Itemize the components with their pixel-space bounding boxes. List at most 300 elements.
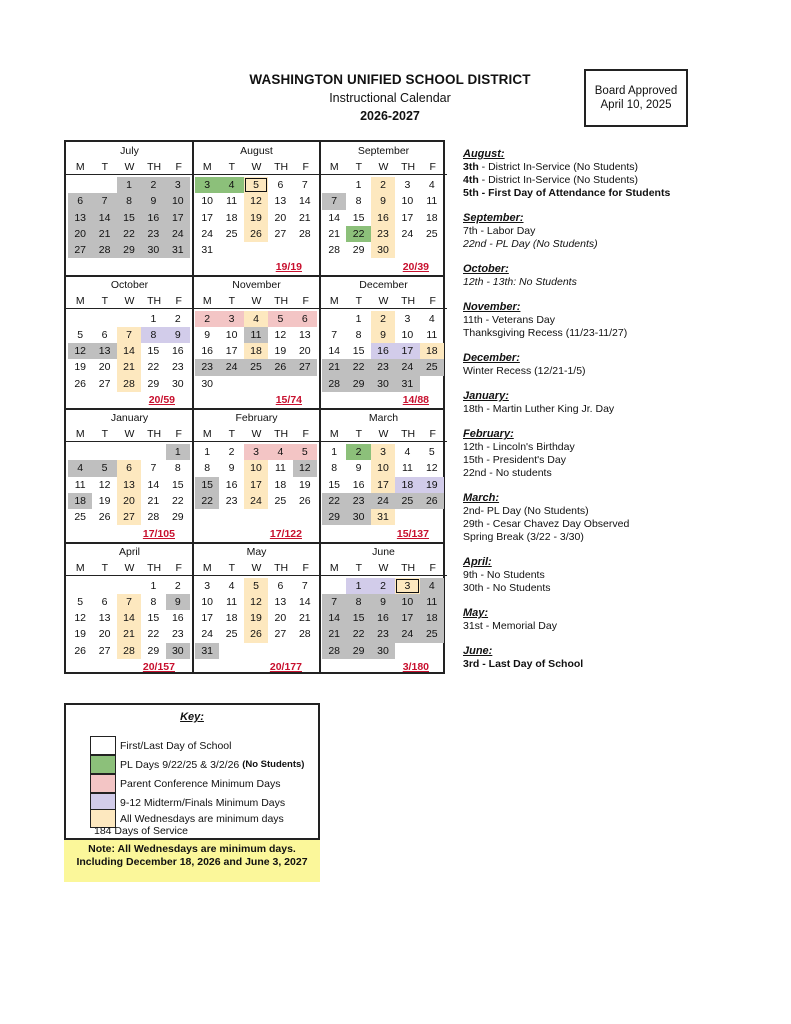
day-cell: 15 (352, 345, 365, 358)
approved-date: April 10, 2025 (600, 99, 672, 111)
day-cell: 28 (298, 628, 311, 641)
day-cell: 10 (166, 193, 190, 209)
day-cell: 6 (277, 579, 284, 592)
day-cell: 20 (298, 345, 311, 358)
day-cell: 10 (244, 460, 268, 476)
day-cell: 3 (244, 444, 268, 460)
day-cell: 29 (346, 376, 370, 392)
month-june (320, 543, 447, 677)
day-cell: 30 (201, 377, 214, 390)
day-cell (92, 311, 116, 327)
weekday-label: F (429, 294, 436, 307)
weekday-label: W (251, 294, 262, 307)
day-cell: 25 (395, 493, 419, 509)
day-cell: 31 (371, 509, 395, 525)
weekday-label: M (202, 161, 212, 173)
legend-key (64, 703, 320, 840)
month-name: November (232, 278, 281, 291)
weekday-label: W (251, 161, 262, 173)
row-divider (66, 275, 443, 277)
weekday-label: F (175, 561, 182, 574)
day-cell: 14 (147, 478, 160, 491)
day-cell: 18 (225, 612, 238, 625)
month-january (66, 409, 193, 543)
month-july (66, 142, 193, 276)
day-cell: 10 (401, 328, 414, 341)
day-cell: 28 (298, 227, 311, 240)
note-heading: June: (463, 645, 493, 657)
weekday-label: F (175, 294, 182, 307)
day-grid (322, 311, 444, 392)
day-cell: 1 (355, 312, 362, 325)
day-cell: 25 (225, 227, 238, 240)
day-cell: 12 (293, 460, 317, 476)
day-cell: 14 (92, 210, 116, 226)
day-cell: 9 (166, 594, 190, 610)
day-cell: 21 (117, 626, 141, 642)
note-line: 29th - Cesar Chavez Day Observed (463, 518, 630, 530)
day-cell: 3 (195, 177, 219, 193)
month-name: July (120, 145, 139, 157)
day-cell: 6 (101, 595, 108, 608)
day-cell: 3 (404, 179, 411, 191)
day-cell: 26 (244, 226, 268, 242)
weekday-label: TH (274, 161, 289, 173)
day-cell: 13 (92, 343, 116, 359)
day-cell: 18 (420, 343, 444, 359)
note-line: 31st - Memorial Day (463, 620, 557, 632)
month-november (193, 276, 320, 410)
swatch-green (90, 755, 116, 774)
day-cell: 15 (147, 345, 160, 358)
day-count: 15/74 (275, 394, 302, 406)
day-cell: 26 (298, 494, 311, 507)
day-cell: 2 (346, 444, 370, 460)
weekday-label: T (101, 561, 109, 574)
month-name: February (235, 412, 278, 424)
note-group (463, 148, 783, 200)
day-cell: 26 (268, 359, 292, 375)
day-cell: 7 (301, 179, 308, 191)
day-cell: 13 (274, 195, 287, 208)
day-grid (322, 578, 444, 659)
row-divider (66, 542, 443, 544)
day-cell: 18 (420, 610, 444, 626)
day-cell: 3 (219, 311, 243, 327)
day-cell: 9 (355, 462, 362, 475)
weekday-label: M (329, 161, 339, 173)
month-september (320, 142, 447, 276)
day-cell: 16 (171, 612, 184, 625)
day-cell: 24 (401, 227, 414, 240)
month-october (66, 276, 193, 410)
day-cell: 15 (171, 478, 184, 491)
weekday-label: M (329, 294, 339, 307)
weekday-label: W (124, 161, 135, 173)
weekday-label: M (75, 428, 85, 440)
day-cell: 28 (147, 511, 160, 524)
day-cell: 29 (346, 643, 370, 659)
weekday-label: F (429, 161, 436, 173)
day-cell: 1 (346, 578, 370, 594)
day-cell: 27 (98, 644, 111, 657)
day-cell (92, 177, 116, 193)
weekday-label: T (228, 428, 236, 440)
weekday-label: F (429, 428, 436, 440)
day-cell: 24 (166, 226, 190, 242)
day-cell: 25 (74, 511, 87, 524)
day-count: 17/122 (269, 527, 302, 540)
day-cell: 31 (166, 242, 190, 258)
day-cell: 28 (117, 376, 141, 392)
day-cell: 17 (201, 612, 214, 625)
month-name: January (110, 412, 149, 424)
day-cell: 18 (68, 493, 92, 509)
note-line: 22nd - PL Day (No Students) (463, 238, 598, 250)
day-count: 15/137 (396, 527, 429, 540)
note-line: 4th - District In-Service (No Students) (463, 174, 639, 186)
day-cell (68, 444, 92, 460)
weekday-label: T (101, 161, 109, 173)
weekday-label: M (202, 294, 212, 307)
weekday-label: F (302, 161, 309, 173)
day-cell: 30 (166, 643, 190, 659)
day-cell: 2 (371, 311, 395, 327)
day-cell: 16 (371, 610, 395, 626)
day-cell: 4 (228, 579, 235, 592)
day-cell: 17 (225, 345, 238, 358)
day-cell: 9 (204, 328, 211, 341)
day-cell: 10 (371, 460, 395, 476)
day-cell: 18 (425, 211, 438, 224)
note-line: 3th - District In-Service (No Students) (463, 161, 639, 173)
day-cell: 11 (401, 462, 413, 475)
day-cell: 17 (371, 477, 395, 493)
day-cell: 25 (420, 359, 444, 375)
weekday-label: T (101, 294, 109, 307)
day-cell: 5 (428, 446, 435, 458)
day-cell: 8 (204, 462, 211, 475)
day-cell: 21 (147, 494, 160, 507)
day-count: 17/105 (142, 527, 175, 540)
day-cell: 22 (147, 361, 160, 374)
day-cell: 31 (395, 376, 419, 392)
key-first-last (90, 736, 231, 755)
day-grid (195, 311, 317, 392)
day-cell: 29 (171, 511, 184, 524)
month-name: October (110, 278, 149, 291)
day-grid (195, 444, 317, 509)
day-cell: 18 (395, 477, 419, 493)
day-cell: 2 (174, 579, 181, 592)
day-cell: 8 (355, 195, 362, 208)
day-cell: 7 (322, 193, 346, 209)
day-cell: 26 (74, 377, 87, 390)
day-cell: 23 (371, 626, 395, 642)
day-cell: 18 (225, 211, 238, 224)
day-cell: 21 (322, 359, 346, 375)
day-cell: 15 (195, 477, 219, 493)
day-grid (322, 177, 444, 258)
day-cell: 5 (268, 311, 292, 327)
weekday-label: F (175, 428, 182, 440)
note-line: 5th - First Day of Attendance for Students (463, 187, 671, 199)
note-heading: August: (463, 148, 505, 160)
weekday-label: W (378, 428, 389, 440)
day-cell: 21 (92, 226, 116, 242)
day-cell: 22 (195, 493, 219, 509)
day-cell: 29 (352, 244, 365, 257)
day-cell: 20 (117, 493, 141, 509)
day-cell: 29 (322, 509, 346, 525)
day-cell (92, 444, 116, 460)
day-cell: 26 (420, 493, 444, 509)
day-cell: 31 (195, 643, 219, 659)
day-cell: 30 (346, 509, 370, 525)
day-cell: 17 (401, 211, 414, 224)
day-cell: 5 (244, 578, 268, 594)
day-cell: 29 (147, 377, 160, 390)
month-name: April (118, 545, 140, 558)
note-group (463, 428, 783, 480)
day-cell: 9 (166, 327, 190, 343)
day-cell (68, 578, 92, 594)
day-cell: 6 (293, 311, 317, 327)
weekday-label: T (228, 561, 236, 574)
weekday-header (66, 561, 193, 576)
weekday-header (320, 561, 447, 576)
note-line: 2nd- PL Day (No Students) (463, 505, 589, 517)
day-grid (68, 444, 190, 525)
day-cell: 11 (74, 478, 86, 491)
day-cell: 15 (352, 211, 365, 224)
column-divider (319, 142, 321, 672)
weekday-header (193, 427, 320, 442)
key-wednesdays-label: All Wednesdays are minimum days (120, 812, 284, 825)
day-grid (68, 311, 190, 392)
day-grid (68, 578, 190, 659)
day-cell: 21 (328, 227, 341, 240)
day-cell: 25 (244, 359, 268, 375)
day-cell: 28 (117, 643, 141, 659)
day-cell: 12 (244, 594, 268, 610)
note-heading: May: (463, 607, 489, 619)
note-heading: October: (463, 263, 509, 275)
day-cell: 25 (274, 494, 287, 507)
day-cell: 5 (244, 177, 268, 193)
day-cell: 11 (420, 594, 444, 610)
day-cell: 13 (98, 612, 111, 625)
weekday-header (66, 294, 193, 309)
key-parent-conf (90, 774, 280, 793)
day-cell (322, 311, 346, 327)
weekday-label: T (228, 161, 236, 173)
day-cell: 2 (174, 312, 181, 325)
weekday-label: TH (401, 161, 416, 173)
day-cell: 7 (117, 594, 141, 610)
day-count: 20/157 (142, 661, 175, 673)
month-april (66, 543, 193, 677)
day-cell: 25 (420, 626, 444, 642)
day-cell: 30 (141, 242, 165, 258)
day-cell: 11 (226, 595, 238, 608)
row-divider (66, 408, 443, 410)
note-line: 30th - No Students (463, 582, 551, 594)
day-count: 20/59 (148, 394, 175, 406)
month-name: March (368, 412, 399, 424)
day-cell: 16 (225, 478, 238, 491)
note-line: 12th - 13th: No Students (463, 276, 577, 288)
day-cell: 16 (371, 343, 395, 359)
day-cell: 15 (346, 610, 370, 626)
weekday-label: TH (401, 561, 416, 574)
month-name: August (240, 145, 273, 157)
day-cell: 1 (355, 179, 362, 191)
day-cell: 27 (117, 509, 141, 525)
day-cell: 19 (98, 494, 111, 507)
day-cell: 30 (371, 242, 395, 258)
day-cell (117, 444, 141, 460)
day-cell: 14 (117, 610, 141, 626)
weekday-header (320, 427, 447, 442)
day-cell (68, 177, 92, 193)
day-cell: 20 (98, 361, 111, 374)
day-cell: 19 (244, 610, 268, 626)
day-cell: 7 (92, 193, 116, 209)
day-cell: 3 (166, 177, 190, 193)
note-line: Spring Break (3/22 - 3/30) (463, 531, 584, 543)
calendar-notes (463, 148, 783, 683)
day-cell: 16 (171, 345, 184, 358)
day-cell: 19 (74, 361, 87, 374)
day-cell: 7 (331, 328, 338, 341)
note-line: 15th - President's Day (463, 454, 566, 466)
weekday-label: M (75, 561, 85, 574)
weekday-label: W (378, 561, 389, 574)
day-cell: 14 (298, 595, 311, 608)
day-cell: 17 (395, 610, 419, 626)
month-name: December (359, 278, 408, 291)
day-cell: 4 (428, 312, 435, 325)
weekday-label: M (202, 561, 212, 574)
days-of-service: 184 Days of Service (94, 825, 188, 837)
day-cell: 3 (204, 579, 211, 592)
day-cell: 23 (195, 359, 219, 375)
day-count: 20/177 (269, 661, 302, 673)
day-cell: 10 (225, 328, 238, 341)
day-cell: 8 (141, 327, 165, 343)
weekday-label: T (355, 561, 363, 574)
day-cell (117, 578, 141, 594)
day-cell: 19 (298, 478, 311, 491)
note-heading: January: (463, 390, 509, 402)
day-cell: 8 (346, 594, 370, 610)
note-heading: November: (463, 301, 521, 313)
day-cell: 13 (274, 595, 287, 608)
weekday-header (320, 294, 447, 309)
day-cell: 23 (346, 493, 370, 509)
note-heading: March: (463, 492, 500, 504)
day-cell: 4 (268, 444, 292, 460)
day-cell: 17 (395, 343, 419, 359)
month-may (193, 543, 320, 677)
day-cell: 5 (77, 595, 84, 608)
weekday-label: W (124, 428, 135, 440)
day-cell: 15 (328, 478, 341, 491)
day-cell: 14 (322, 610, 346, 626)
weekday-label: TH (147, 161, 162, 173)
note-heading: April: (463, 556, 492, 568)
day-cell: 14 (328, 345, 341, 358)
day-cell (322, 177, 346, 193)
key-pl-days (90, 755, 304, 774)
note-heading: December: (463, 352, 520, 364)
day-cell: 26 (98, 511, 111, 524)
day-cell: 1 (150, 579, 157, 592)
weekday-header (66, 427, 193, 442)
day-cell: 9 (371, 327, 395, 343)
day-cell: 5 (77, 328, 84, 341)
note-line: 9th - No Students (463, 569, 545, 581)
day-count: 19/19 (275, 260, 302, 273)
note-line: 18th - Martin Luther King Jr. Day (463, 403, 615, 415)
month-name: May (246, 545, 267, 558)
day-cell: 17 (244, 477, 268, 493)
day-cell: 10 (401, 195, 414, 208)
month-february (193, 409, 320, 543)
day-cell: 22 (147, 628, 160, 641)
day-cell: 7 (301, 579, 308, 592)
day-cell: 19 (74, 628, 87, 641)
note-group (463, 263, 783, 289)
weekday-label: T (355, 294, 363, 307)
weekday-label: F (429, 561, 436, 574)
note-line: 11th - Veterans Day (463, 314, 556, 326)
day-cell: 14 (117, 343, 141, 359)
day-cell: 11 (274, 462, 286, 475)
day-cell: 5 (293, 444, 317, 460)
note-line: 3rd - Last Day of School (463, 658, 584, 670)
day-cell: 5 (92, 460, 116, 476)
day-cell: 7 (150, 462, 157, 475)
day-cell: 22 (346, 359, 370, 375)
day-cell: 10 (201, 195, 214, 208)
day-cell (68, 311, 92, 327)
day-cell: 22 (117, 226, 141, 242)
note-line: Thanksgiving Recess (11/23-11/27) (463, 327, 628, 339)
day-cell: 2 (371, 177, 395, 193)
month-december (320, 276, 447, 410)
day-cell: 9 (228, 462, 235, 475)
day-cell: 6 (117, 460, 141, 476)
swatch-pink (90, 774, 116, 793)
day-cell (117, 311, 141, 327)
weekday-label: W (124, 294, 135, 307)
day-grid (322, 444, 444, 525)
note-line: 12th - Lincoln's Birthday (463, 441, 575, 453)
day-cell: 6 (101, 328, 108, 341)
day-cell: 31 (201, 244, 214, 257)
weekday-label: F (175, 161, 182, 173)
day-cell: 24 (395, 359, 419, 375)
calendar-subtitle: Instructional Calendar (329, 91, 451, 105)
day-cell: 4 (219, 177, 243, 193)
day-cell: 27 (98, 377, 111, 390)
day-cell: 12 (425, 462, 438, 475)
note-group (463, 212, 783, 251)
day-cell: 21 (117, 359, 141, 375)
day-cell: 7 (322, 594, 346, 610)
